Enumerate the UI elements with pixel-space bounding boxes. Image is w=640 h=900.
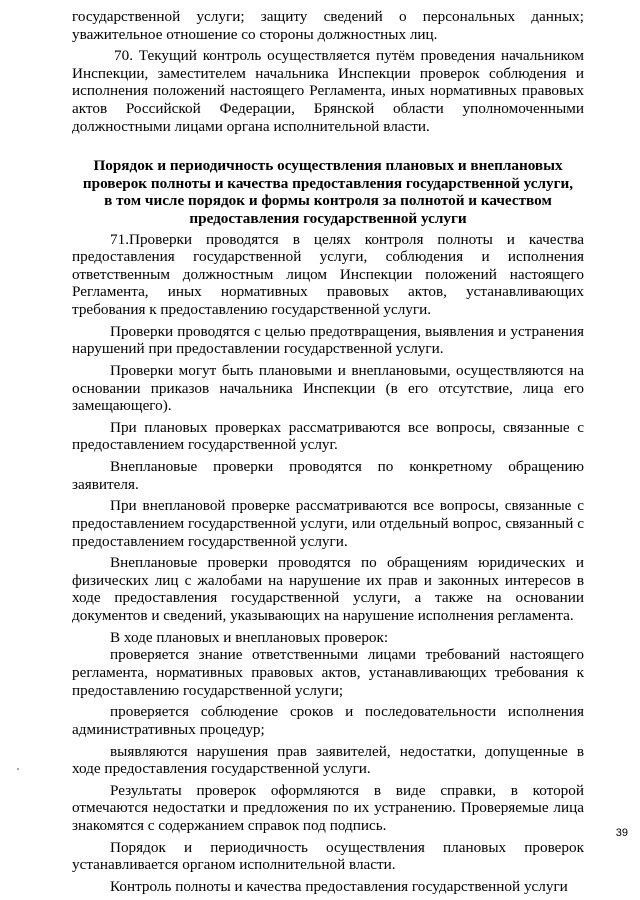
- paragraph-71: 71.Проверки проводятся в целях контроля полноты и качества предоставления государственной услуги, соблюдения и исполнения ответственным должностным лицом Инспекции положений настоящего Регламента, иных нормативных правовых актов, устанавливающих требования к предоставлению государственной услуги.: [72, 230, 584, 318]
- list-item: выявляются нарушения прав заявителей, недостатки, допущенные в ходе предоставления государственной услуги.: [72, 742, 584, 778]
- paragraph: Внеплановые проверки проводятся по конкретному обращению заявителя.: [72, 458, 584, 493]
- paragraph: Внеплановые проверки проводятся по обращениям юридических и физических лиц с жалобами на нарушение их прав и законных интересов в ходе предоставления государственной услуги, а также на основании документов и сведений, указывающих на нарушение исполнения регламента.: [72, 554, 584, 625]
- document-page: [72, 8, 584, 900]
- section-heading: Порядок и периодичность осуществления плановых и внеплановых проверок полноты и качества предоставления государственной услуги, в том числе порядок и формы контроля за полнотой и качеством предоставления государственной услуги: [82, 157, 574, 228]
- paragraph-continuation: государственной услуги; защиту сведений о персональных данных; уважительное отношение со стороны должностных лиц.: [72, 8, 584, 43]
- paragraph: При плановых проверках рассматриваются все вопросы, связанные с предоставлением государственной услуг.: [72, 418, 584, 454]
- paragraph: Результаты проверок оформляются в виде справки, в которой отмечаются недостатки и предложения по их устранению. Проверяемые лица знакомятся с содержанием справок под подпись.: [72, 781, 584, 834]
- paragraph: Проверки могут быть плановыми и внеплановыми, осуществляются на основании приказов начальника Инспекции (в его отсутствие, лица его замещающего).: [72, 361, 584, 415]
- paragraph-70: 70. Текущий контроль осуществляется путём проведения начальником Инспекции, заместителем начальника Инспекции проверок соблюдения и исполнения положений настоящего Регламента, иных нормативных правовых актов Российской Федерации, Брянской области уполномоченными должностными лицами органа исполнительной власти.: [72, 47, 584, 135]
- list-item: проверяется соблюдение сроков и последовательности исполнения административных процедур;: [72, 703, 584, 738]
- paragraph: Проверки проводятся с целью предотвращения, выявления и устранения нарушений при предоставлении государственной услуги.: [72, 322, 584, 358]
- paragraph: Порядок и периодичность осуществления плановых проверок устанавливается органом исполнительной власти.: [72, 838, 584, 874]
- paragraph: В ходе плановых и внеплановых проверок:: [110, 628, 389, 646]
- paragraph: Контроль полноты и качества предоставления государственной услуги: [110, 877, 568, 895]
- scan-speck: [17, 768, 19, 770]
- list-item: проверяется знание ответственными лицами требований настоящего регламента, нормативных правовых актов, устанавливающих требования к предоставлению государственной услуги;: [72, 646, 584, 699]
- page-number: 39: [615, 827, 628, 839]
- paragraph: При внеплановой проверке рассматриваются все вопросы, связанные с предоставлением государственной услуги, или отдельный вопрос, связанный с предоставлением государственной услуги.: [72, 497, 584, 550]
